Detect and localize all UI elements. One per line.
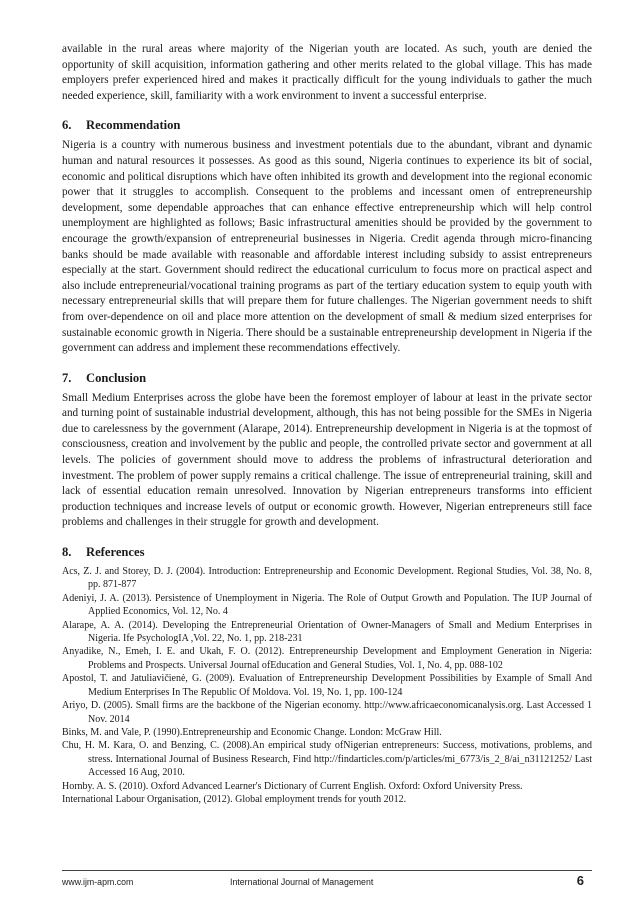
intro-paragraph: available in the rural areas where majority of the Nigerian youth are located. As such, youth are denied the opportunity of skill acquisition, information gathering and other merits related to the global village. This has made employers prefer experienced hired and makes it practically difficult for the young individuals to gather the much needed experience, skill, familiarity with a work environment to invent a successful enterprise. (62, 43, 592, 102)
reference-item: Hornby. A. S. (2010). Oxford Advanced Learner's Dictionary of Current English. Oxford: Oxford University Press. (62, 780, 523, 792)
reference-item: Chu, H. M. Kara, O. and Benzing, C. (2008).An empirical study ofNigerian entrepreneurs: Success, motivations, problems, and stress. International Journal of Business Research, Find http://findarticles.com/p/articles/mi_6773/is_2_8/ai_n31121252/ Last Accessed 16 Aug, 2010. (62, 740, 592, 779)
section-number: 7. (62, 370, 72, 385)
section-title: Conclusion (86, 370, 147, 385)
reference-item: Acs, Z. J. and Storey, D. J. (2004). Introduction: Entrepreneurship and Economic Development. Regional Studies, Vol. 38, No. 8, pp. 871-877 (62, 566, 592, 591)
references-heading (62, 545, 592, 560)
recommendation-heading (62, 118, 592, 133)
page-content (62, 42, 592, 806)
page-number: 6 (576, 873, 584, 888)
recommendation-paragraph: Nigeria is a country with numerous business and investment potentials due to the abundant, vibrant and dynamic human and natural resources it possesses. As good as this sound, Nigeria continues to experience its bit of social, economic and political disruptions which have often inhibited its growth and development into the regional economic power that it struggles to accomplish. Consequent to the problems and incessant omen of entrepreneurship development, some dependable approaches that can enhance effective entrepreneurship which will help control unemployment are highlighted as follows; Basic infrastructural amenities should be provided by the government to encourage the growth/expansion of entrepreneurial businesses in Nigeria. Credit agenda through micro-financing banks should be made available with reasonable and affordable interest including subsidy to assist entrepreneurs especially at the start. Government should redirect the educational curriculum to focus more on practical aspect and also include entrepreneurial/vocational training programs as part of the tertiary education system to equip youth with necessary entrepreneurial skills that will prepare them for future challenges. The Nigerian government needs to shift from over-dependence on oil and place more attention on the development of small & medium sized enterprises for sustainable economic growth in Nigeria. There should be a sustainable entrepreneurship development in Nigeria if the government can address and implement these recommendations effectively. (62, 139, 592, 355)
conclusion-paragraph: Small Medium Enterprises across the globe have been the foremost employer of labour at least in the private sector and turning point of sustainable industrial development, although, this has not being possible for the SMEs in Nigeria due to carelessness by the government (Alarape, 2014). Entrepreneurship development in Nigeria is at the topmost of consciousness, creation and involvement by the public and people, the controlled private sector and government at all levels. The policies of government should move to address the problems of infrastructural deterioration and investment. The problem of power supply remains a critical challenge. The issue of entrepreneurial training, skill and lack of essential education remain unresolved. Innovation by Nigerian entrepreneurs transforms into efficient production techniques and increase levels of output or economic growth. However, Nigerian entrepreneurs still face problems and challenges in their struggle for growth and development. (62, 391, 592, 529)
reference-list (62, 565, 592, 806)
reference-item: International Labour Organisation, (2012). Global employment trends for youth 2012. (62, 793, 407, 805)
reference-item: Apostol, T. and Jatuliavičienė, G. (2009). Evaluation of Entrepreneurship Development Possibilities by Example of Small And Medium Enterprises In The Republic Of Moldova. Vol. 19, No. 1, pp. 100-124 (62, 673, 592, 698)
reference-item: Alarape, A. A. (2014). Developing the Entrepreneurial Orientation of Owner-Managers of Small and Medium Enterprises in Nigeria. Ife PsychologIA ,Vol. 22, No. 1, pp. 218-231 (62, 619, 592, 645)
reference-item: Adeniyi, J. A. (2013). Persistence of Unemployment in Nigeria. The Role of Output Growth and Population. The IUP Journal of Applied Economics, Vol. 12, No. 4 (62, 592, 592, 618)
footer-website: www.ijm-apm.com (62, 877, 134, 887)
section-number: 8. (62, 545, 72, 560)
reference-item: Ariyo, D. (2005). Small firms are the backbone of the Nigerian economy. http://www.africaeconomicanalysis.org. Last Accessed 1 Nov. 2014 (62, 700, 592, 725)
footer-journal-name: International Journal of Management (230, 877, 374, 887)
section-title: References (86, 545, 145, 560)
conclusion-heading (62, 371, 592, 386)
reference-item: Binks, M. and Vale, P. (1990).Entrepreneurship and Economic Change. London: McGraw Hill. (62, 726, 442, 738)
section-number: 6. (62, 118, 72, 133)
section-title: Recommendation (86, 118, 181, 133)
page-footer (62, 870, 592, 891)
reference-item: Anyadike, N., Emeh, I. E. and Ukah, F. O. (2012). Entrepreneurship Development and Employment Generation in Nigeria: Problems and Prospects. Universal Journal ofEducation and General Studies, Vol. 1, No. 4, pp. 088-102 (62, 646, 592, 671)
